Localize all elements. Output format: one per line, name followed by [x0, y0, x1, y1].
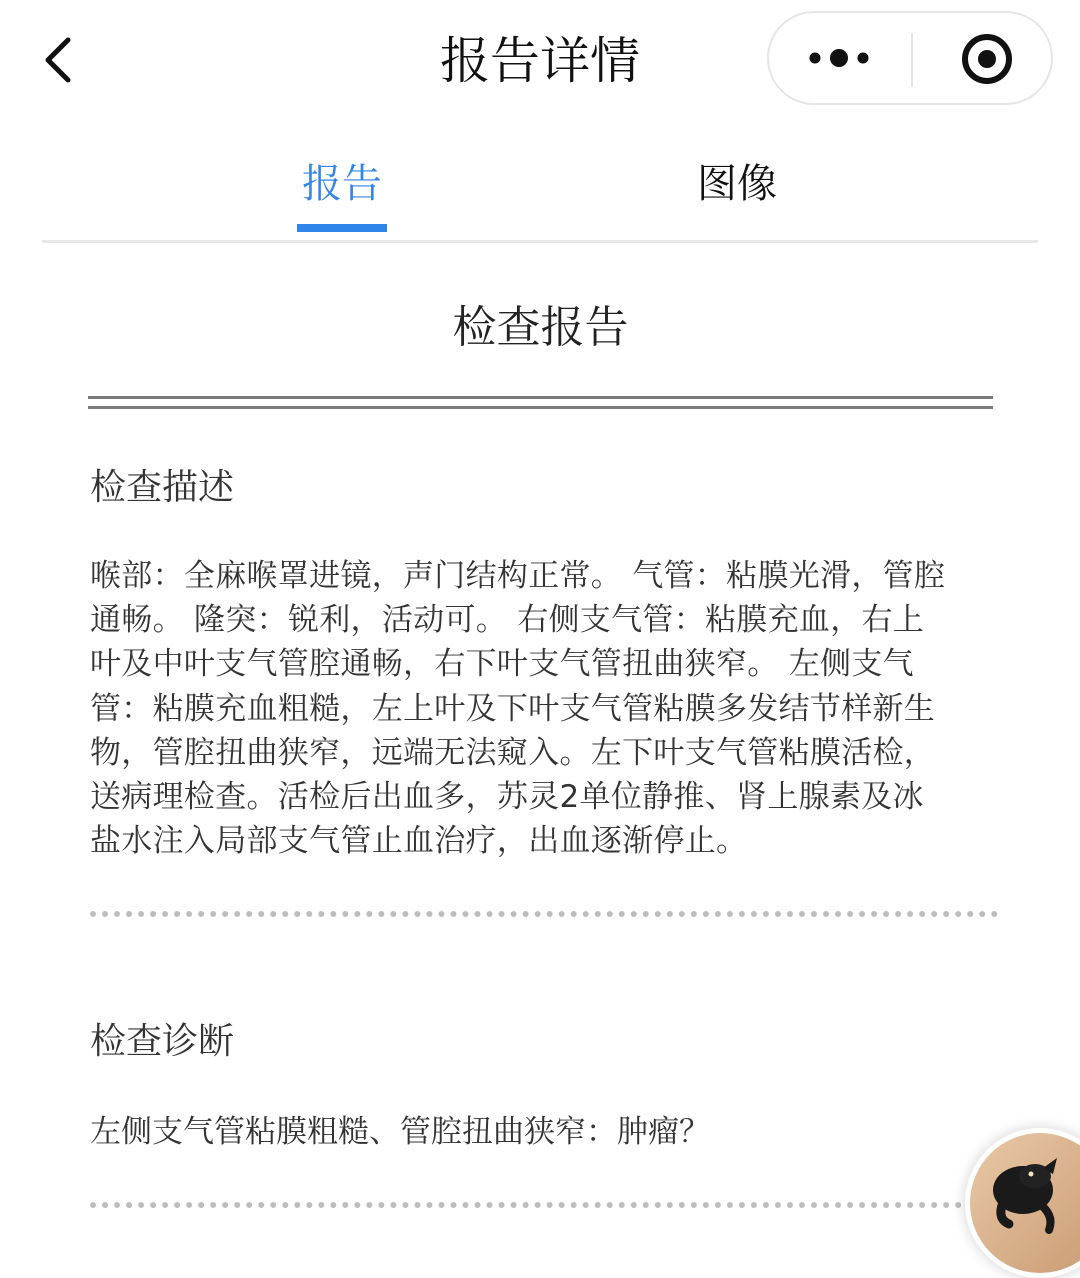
description-line: 物，管腔扭曲狭窄，远端无法窥入。左下叶支气管粘膜活检，: [90, 734, 936, 771]
back-button[interactable]: [30, 24, 90, 94]
description-text: [90, 554, 990, 863]
description-line: 叶及中叶支气管腔通畅，右下叶支气管扭曲狭窄。 左侧支气: [90, 646, 914, 683]
more-dots-icon: [799, 30, 879, 86]
description-heading: 检查描述: [90, 467, 235, 508]
more-button[interactable]: [799, 30, 879, 86]
chevron-left-icon: [30, 24, 90, 94]
title-divider: [88, 396, 993, 409]
section-divider: [90, 911, 998, 917]
description-line: 喉部：全麻喉罩进镜，声门结构正常。 气管：粘膜光滑，管腔: [90, 558, 946, 594]
description-line: 送病理检查。活检后出血多，苏灵2单位静推、肾上腺素及冰: [90, 779, 924, 816]
capsule-menu: [767, 11, 1053, 105]
description-line: 盐水注入局部支气管止血治疗，出血逐渐停止。: [90, 823, 748, 860]
tab-bar: [42, 130, 1038, 243]
description-line: 通畅。 隆突：锐利，活动可。 右侧支气管：粘膜充血，右上: [90, 602, 925, 639]
tab-report[interactable]: 报告: [302, 161, 382, 207]
description-line: 管：粘膜充血粗糙，左上叶及下叶支气管粘膜多发结节样新生: [90, 690, 936, 727]
nav-bar: [0, 0, 1080, 118]
diagnosis-heading: 检查诊断: [90, 1021, 235, 1062]
diagnosis-text: 左侧支气管粘膜粗糙、管腔扭曲狭窄：肿瘤？: [90, 1114, 710, 1150]
target-close-icon: [959, 31, 1015, 87]
close-button[interactable]: [959, 31, 1015, 87]
report-title: 检查报告: [452, 302, 629, 353]
active-tab-indicator: [297, 224, 387, 232]
page-title: 报告详情: [440, 32, 640, 90]
section-divider: [90, 1202, 998, 1208]
capsule-divider: [911, 33, 913, 87]
tab-image[interactable]: 图像: [697, 161, 777, 207]
